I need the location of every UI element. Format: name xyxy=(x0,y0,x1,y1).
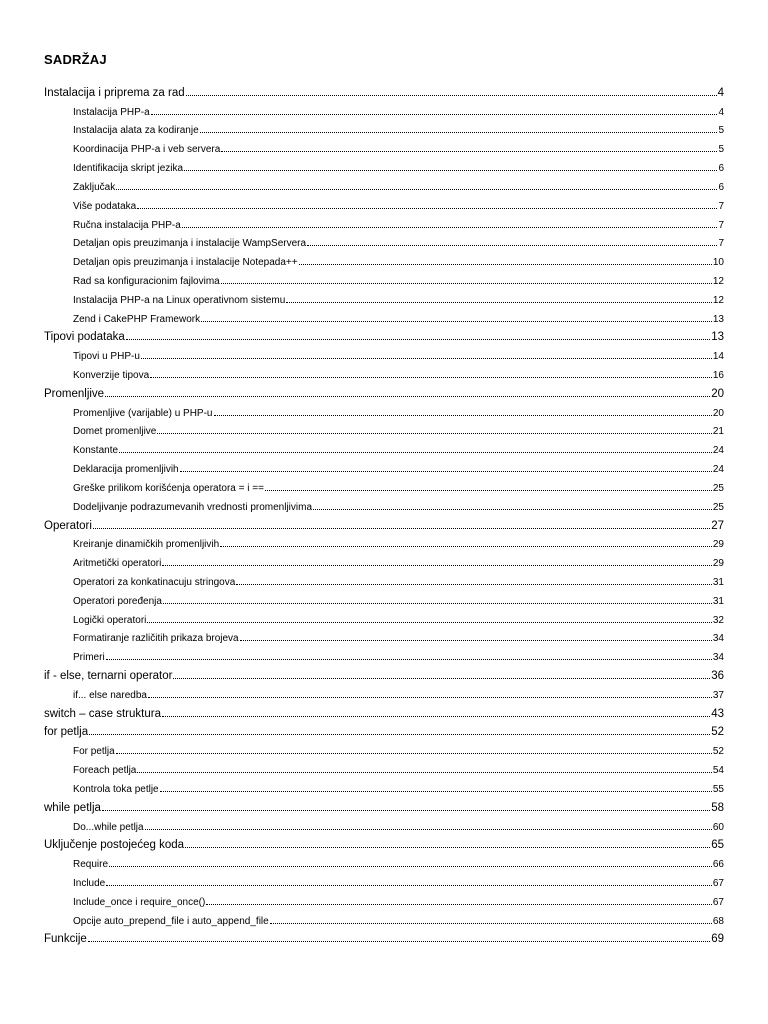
toc-section-entry[interactable] xyxy=(44,287,724,306)
toc-entry-page-number: 24 xyxy=(712,464,724,476)
toc-dot-leader xyxy=(173,678,710,679)
toc-dot-leader xyxy=(145,829,712,830)
toc-entry-title: Domet promenljive xyxy=(73,426,157,438)
toc-entry-page-number: 20 xyxy=(711,387,724,400)
toc-entry-page-number: 20 xyxy=(712,407,724,419)
toc-section-entry[interactable] xyxy=(44,155,724,174)
toc-chapter-entry[interactable] xyxy=(44,663,724,682)
toc-section-entry[interactable] xyxy=(44,776,724,795)
toc-dot-leader xyxy=(220,546,712,547)
toc-entry-page-number: 52 xyxy=(712,746,724,758)
toc-dot-leader xyxy=(116,753,712,754)
toc-section-entry[interactable] xyxy=(44,757,724,776)
toc-section-entry[interactable] xyxy=(44,851,724,870)
toc-section-entry[interactable] xyxy=(44,306,724,325)
toc-entry-title: Do...while petlja xyxy=(73,821,144,833)
toc-entry-page-number: 6 xyxy=(718,163,724,175)
toc-entry-page-number: 24 xyxy=(712,445,724,457)
toc-entry-title: Primeri xyxy=(73,652,105,664)
toc-entry-page-number: 34 xyxy=(712,652,724,664)
toc-entry-title: Foreach petlja xyxy=(73,765,137,777)
toc-dot-leader xyxy=(137,208,717,209)
toc-dot-leader xyxy=(162,565,712,566)
toc-entry-page-number: 27 xyxy=(711,519,724,532)
toc-section-entry[interactable] xyxy=(44,99,724,118)
toc-entry-title: Promenljive (varijable) u PHP-u xyxy=(73,407,213,419)
toc-dot-leader xyxy=(214,415,712,416)
toc-section-entry[interactable] xyxy=(44,569,724,588)
toc-entry-title: Operatori za konkatinacuju stringova xyxy=(73,576,236,588)
toc-dot-leader xyxy=(147,622,712,623)
toc-dot-leader xyxy=(206,904,712,905)
toc-entry-page-number: 37 xyxy=(712,689,724,701)
toc-dot-leader xyxy=(148,697,712,698)
toc-heading: SADRŽAJ xyxy=(44,52,107,67)
toc-entry-title: Identifikacija skript jezika xyxy=(73,163,184,175)
toc-entry-title: Promenljive xyxy=(44,387,105,400)
toc-entry-title: Tipovi podataka xyxy=(44,331,125,344)
toc-chapter-entry[interactable] xyxy=(44,513,724,532)
toc-dot-leader xyxy=(93,528,710,529)
toc-chapter-entry[interactable] xyxy=(44,927,724,946)
toc-dot-leader xyxy=(137,772,712,773)
toc-entry-page-number: 60 xyxy=(712,821,724,833)
toc-entry-title: Konverzije tipova xyxy=(73,370,150,381)
toc-entry-title: Zaključak xyxy=(73,181,116,193)
toc-entry-title: Include xyxy=(73,877,106,889)
toc-dot-leader xyxy=(182,227,718,228)
toc-entry-page-number: 31 xyxy=(712,595,724,607)
toc-entry-page-number: 68 xyxy=(712,915,724,927)
toc-dot-leader xyxy=(151,114,718,115)
toc-entry-title: Instalacija PHP-a xyxy=(73,106,150,118)
toc-section-entry[interactable] xyxy=(44,550,724,569)
toc-section-entry[interactable] xyxy=(44,908,724,927)
toc-section-entry[interactable] xyxy=(44,494,724,513)
toc-dot-leader xyxy=(160,791,712,792)
toc-dot-leader xyxy=(200,132,718,133)
toc-entry-page-number: 69 xyxy=(711,933,724,946)
toc-entry-page-number: 29 xyxy=(712,558,724,570)
toc-section-entry[interactable] xyxy=(44,231,724,250)
toc-dot-leader xyxy=(150,377,712,378)
toc-dot-leader xyxy=(313,509,712,510)
toc-entry-page-number: 52 xyxy=(711,726,724,739)
toc-dot-leader xyxy=(236,584,712,585)
toc-entry-page-number: 4 xyxy=(718,106,724,118)
toc-entry-title: Greške prilikom korišćenja operatora = i == xyxy=(73,482,264,494)
toc-entry-page-number: 7 xyxy=(718,219,724,231)
toc-section-entry[interactable] xyxy=(44,343,724,362)
toc-entry-page-number: 58 xyxy=(711,801,724,814)
toc-entry-page-number: 29 xyxy=(712,539,724,551)
toc-section-entry[interactable] xyxy=(44,475,724,494)
toc-entry-page-number: 4 xyxy=(717,86,724,99)
toc-entry-title: Tipovi u PHP-u xyxy=(73,351,140,363)
toc-entry-title: Operatori xyxy=(44,519,92,532)
toc-dot-leader xyxy=(89,734,710,735)
toc-entry-title: Detaljan opis preuzimanja i instalacije Notepada++ xyxy=(73,257,298,269)
toc-entry-title: Instalacija alata za kodiranje xyxy=(73,125,199,137)
toc-entry-title: Opcije auto_prepend_file i auto_append_file xyxy=(73,915,269,927)
toc-section-entry[interactable] xyxy=(44,212,724,231)
toc-entry-title: Logički operatori xyxy=(73,614,147,626)
toc-entry-page-number: 34 xyxy=(712,633,724,645)
toc-entry-title: Detaljan opis preuzimanja i instalacije WampServera xyxy=(73,238,307,250)
toc-dot-leader xyxy=(184,170,717,171)
toc-entry-page-number: 10 xyxy=(712,257,724,269)
toc-section-entry[interactable] xyxy=(44,419,724,438)
toc-entry-page-number: 66 xyxy=(712,859,724,871)
toc-dot-leader xyxy=(286,302,712,303)
toc-chapter-entry[interactable] xyxy=(44,701,724,720)
toc-section-entry[interactable] xyxy=(44,738,724,757)
toc-entry-page-number: 32 xyxy=(712,614,724,626)
toc-entry-page-number: 5 xyxy=(718,144,724,156)
toc-dot-leader xyxy=(307,245,717,246)
toc-dot-leader xyxy=(201,321,712,322)
toc-dot-leader xyxy=(270,923,712,924)
toc-entry-title: Instalacija i priprema za rad xyxy=(44,86,185,99)
toc-entry-title: Ručna instalacija PHP-a xyxy=(73,219,181,231)
toc-entry-title: Više podataka xyxy=(73,200,137,212)
toc-entry-page-number: 36 xyxy=(711,670,724,682)
toc-entry-title: Koordinacija PHP-a i veb servera xyxy=(73,144,221,156)
toc-entry-page-number: 31 xyxy=(712,576,724,588)
toc-entry-title: Uključenje postojećeg koda xyxy=(44,839,185,852)
toc-section-entry[interactable] xyxy=(44,870,724,889)
toc-entry-title: Funkcije xyxy=(44,933,87,946)
toc-section-entry[interactable] xyxy=(44,626,724,645)
toc-entry-page-number: 43 xyxy=(711,707,724,720)
toc-dot-leader xyxy=(162,716,710,717)
toc-entry-title: if - else, ternarni operator xyxy=(44,670,173,682)
toc-dot-leader xyxy=(88,941,710,942)
toc-dot-leader xyxy=(186,95,717,96)
toc-section-entry[interactable] xyxy=(44,644,724,663)
toc-entry-page-number: 12 xyxy=(712,275,724,287)
toc-chapter-entry[interactable] xyxy=(44,833,724,852)
toc-entry-title: Dodeljivanje podrazumevanih vrednosti promenljivima xyxy=(73,501,313,513)
toc-dot-leader xyxy=(185,847,710,848)
toc-entry-title: if... else naredba xyxy=(73,689,147,701)
toc-entry-title: Kreiranje dinamičkih promenljivih xyxy=(73,539,220,551)
toc-entry-title: Kontrola toka petlje xyxy=(73,783,159,795)
toc-dot-leader xyxy=(126,339,710,340)
toc-section-entry[interactable] xyxy=(44,136,724,155)
toc-entry-title: Zend i CakePHP Framework xyxy=(73,313,201,325)
toc-entry-page-number: 7 xyxy=(718,238,724,250)
toc-entry-title: Include_once i require_once() xyxy=(73,896,206,908)
toc-section-entry[interactable] xyxy=(44,193,724,212)
toc-section-entry[interactable] xyxy=(44,814,724,833)
toc-dot-leader xyxy=(299,264,712,265)
toc-entry-title: Instalacija PHP-a na Linux operativnom sistemu xyxy=(73,294,286,306)
toc-entry-page-number: 25 xyxy=(712,501,724,513)
toc-dot-leader xyxy=(240,640,712,641)
toc-entry-page-number: 21 xyxy=(712,426,724,438)
toc-dot-leader xyxy=(109,866,712,867)
toc-dot-leader xyxy=(265,490,712,491)
toc-entry-title: Operatori poređenja xyxy=(73,595,162,607)
toc-entry-page-number: 55 xyxy=(712,783,724,795)
table-of-contents xyxy=(44,80,724,945)
toc-entry-title: Deklaracija promenljivih xyxy=(73,464,179,476)
toc-dot-leader xyxy=(106,885,712,886)
toc-entry-page-number: 12 xyxy=(712,294,724,306)
toc-entry-page-number: 67 xyxy=(712,896,724,908)
toc-dot-leader xyxy=(105,396,710,397)
toc-section-entry[interactable] xyxy=(44,174,724,193)
toc-entry-title: while petlja xyxy=(44,801,101,814)
toc-chapter-entry[interactable] xyxy=(44,795,724,814)
toc-entry-title: Rad sa konfiguracionim fajlovima xyxy=(73,275,220,287)
toc-dot-leader xyxy=(116,189,717,190)
toc-chapter-entry[interactable] xyxy=(44,325,724,344)
toc-section-entry[interactable] xyxy=(44,118,724,137)
toc-entry-page-number: 16 xyxy=(712,370,724,381)
toc-entry-title: switch – case struktura xyxy=(44,707,161,720)
toc-entry-page-number: 7 xyxy=(718,200,724,212)
toc-entry-title: For petlja xyxy=(73,746,115,758)
toc-dot-leader xyxy=(221,283,712,284)
toc-chapter-entry[interactable] xyxy=(44,720,724,739)
toc-entry-title: Konstante xyxy=(73,445,119,457)
toc-entry-page-number: 14 xyxy=(712,351,724,363)
toc-dot-leader xyxy=(163,603,712,604)
toc-chapter-entry[interactable] xyxy=(44,381,724,400)
toc-chapter-entry[interactable] xyxy=(44,80,724,99)
toc-dot-leader xyxy=(157,433,712,434)
toc-section-entry[interactable] xyxy=(44,268,724,287)
toc-section-entry[interactable] xyxy=(44,437,724,456)
toc-dot-leader xyxy=(106,659,712,660)
toc-dot-leader xyxy=(119,452,712,453)
toc-section-entry[interactable] xyxy=(44,889,724,908)
toc-entry-page-number: 67 xyxy=(712,877,724,889)
toc-dot-leader xyxy=(221,151,717,152)
toc-entry-page-number: 25 xyxy=(712,482,724,494)
toc-section-entry[interactable] xyxy=(44,682,724,701)
toc-entry-title: Require xyxy=(73,859,109,871)
toc-section-entry[interactable] xyxy=(44,456,724,475)
toc-entry-page-number: 65 xyxy=(711,839,724,852)
toc-section-entry[interactable] xyxy=(44,400,724,419)
toc-dot-leader xyxy=(102,810,710,811)
toc-entry-title: Aritmetički operatori xyxy=(73,558,162,570)
toc-entry-title: for petlja xyxy=(44,726,89,739)
toc-entry-page-number: 54 xyxy=(712,765,724,777)
toc-section-entry[interactable] xyxy=(44,588,724,607)
toc-entry-page-number: 13 xyxy=(711,331,724,344)
toc-entry-page-number: 6 xyxy=(718,181,724,193)
toc-dot-leader xyxy=(141,358,712,359)
toc-section-entry[interactable] xyxy=(44,607,724,626)
toc-section-entry[interactable] xyxy=(44,532,724,551)
toc-entry-title: Formatiranje različitih prikaza brojeva xyxy=(73,633,239,645)
toc-entry-page-number: 13 xyxy=(712,313,724,325)
toc-dot-leader xyxy=(180,471,712,472)
toc-entry-page-number: 5 xyxy=(718,125,724,137)
toc-section-entry[interactable] xyxy=(44,362,724,381)
toc-section-entry[interactable] xyxy=(44,249,724,268)
